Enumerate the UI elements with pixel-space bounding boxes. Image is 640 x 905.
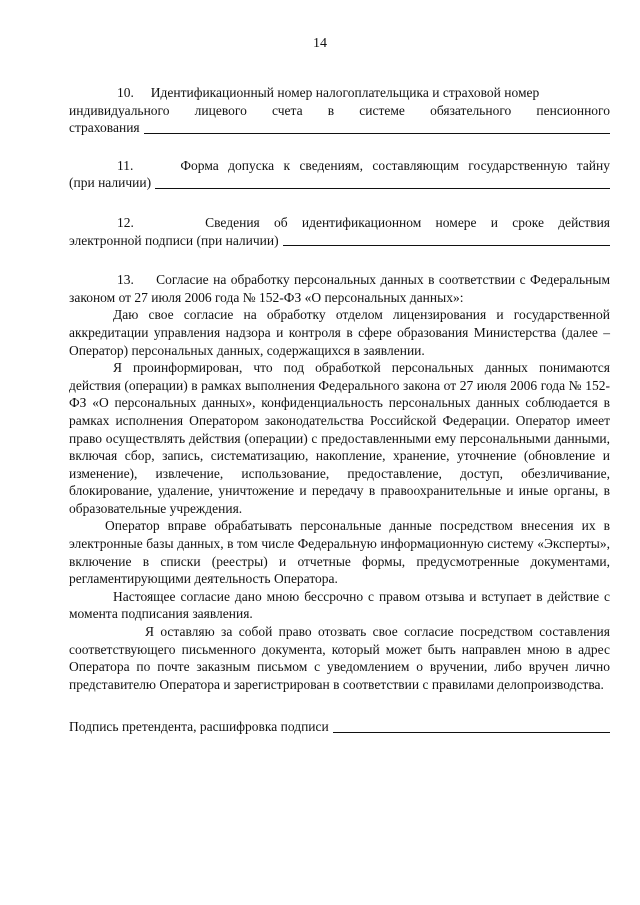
tin-snils-input-line[interactable] xyxy=(144,133,610,134)
clearance-input-line[interactable] xyxy=(155,188,610,189)
page-number: 14 xyxy=(313,36,327,51)
item-12-field xyxy=(69,232,610,250)
consent-paragraph-4: Настоящее согласие дано мною бессрочно с правом отзыва и вступает в действие с момента подписания заявления. xyxy=(69,588,610,622)
item-11-number: 11. xyxy=(117,157,134,173)
item-13-number: 13. xyxy=(117,272,134,288)
e-signature-input-line[interactable] xyxy=(283,245,610,246)
consent-paragraph-5: Я оставляю за собой право отозвать свое согласие посредством составления соответствующего письменного документа, который может быть направлен мною в адрес Оператора по почте заказным письмом с уведомлением о вручении, либо вручен лично представителю Оператора и зарегистрирован в соответствии с правилами делопроизводства. xyxy=(69,624,610,692)
item-11-line-1: 11. Форма допуска к сведениям, составляющим государственную тайну xyxy=(117,157,611,173)
item-12-number: 12. xyxy=(117,214,134,230)
signature-label: Подпись претендента, расшифровка подписи xyxy=(69,719,329,735)
item-11 xyxy=(69,157,610,192)
item-13-text: 13. Согласие на обработку персональных данных в соответствии с Федеральным законом от 27 июля 2006 года № 152-ФЗ «О персональных данных»: xyxy=(69,272,610,305)
document-body xyxy=(69,84,610,736)
item-10-line-1: 10. Идентификационный номер налогоплательщика и страховой номер xyxy=(117,85,540,100)
item-10-number: 10. xyxy=(117,85,134,100)
consent-paragraph-2: Я проинформирован, что под обработкой персональных данных понимаются действия (операции) в рамках выполнения Федерального закона от 27 июля 2006 года № 152-ФЗ «О персональных данных», конфиденциальность персональных данных соблюдается в рамках исполнения Оператором законодательства Российской Федерации. Оператор имеет право осуществлять действия (операции) с предоставленными ему персональными данными, включая сбор, запись, систематизацию, накопление, хранение, уточнение (обновление и изменение), извлечение, использование, предоставление, доступ, обезличивание, блокирование, удаление, уничтожение и передачу в правоохранительные и иные органы, в образовательные учреждения. xyxy=(69,360,610,516)
signature-field xyxy=(69,718,610,736)
item-10-field xyxy=(69,119,610,137)
item-11-field xyxy=(69,174,610,192)
item-12 xyxy=(69,214,610,249)
item-12-field-label: электронной подписи (при наличии) xyxy=(69,232,279,248)
item-10 xyxy=(69,84,610,137)
item-13 xyxy=(69,271,610,306)
signature-input-line[interactable] xyxy=(333,732,610,733)
item-12-line-1: 12. Сведения об идентификационном номере и сроке действия xyxy=(117,214,611,230)
consent-paragraph-3: Оператор вправе обрабатывать персональные данные посредством внесения их в электронные базы данных, в том числе Федеральную информационную систему «Эксперты», включение в списки (реестры) и отчетные формы, предусмотренные документами, регламентирующими деятельность Оператора. xyxy=(69,518,610,587)
consent-paragraph-1: Даю свое согласие на обработку отделом лицензирования и государственной аккредитации управления надзора и контроля в сфере образования Министерства (далее – Оператор) персональных данных, содержащихся в заявлении. xyxy=(69,307,610,358)
item-11-field-label: (при наличии) xyxy=(69,175,152,191)
item-10-line-2: индивидуального лицевого счета в системе обязательного пенсионного xyxy=(69,102,610,118)
item-10-field-label: страхования xyxy=(69,120,140,136)
